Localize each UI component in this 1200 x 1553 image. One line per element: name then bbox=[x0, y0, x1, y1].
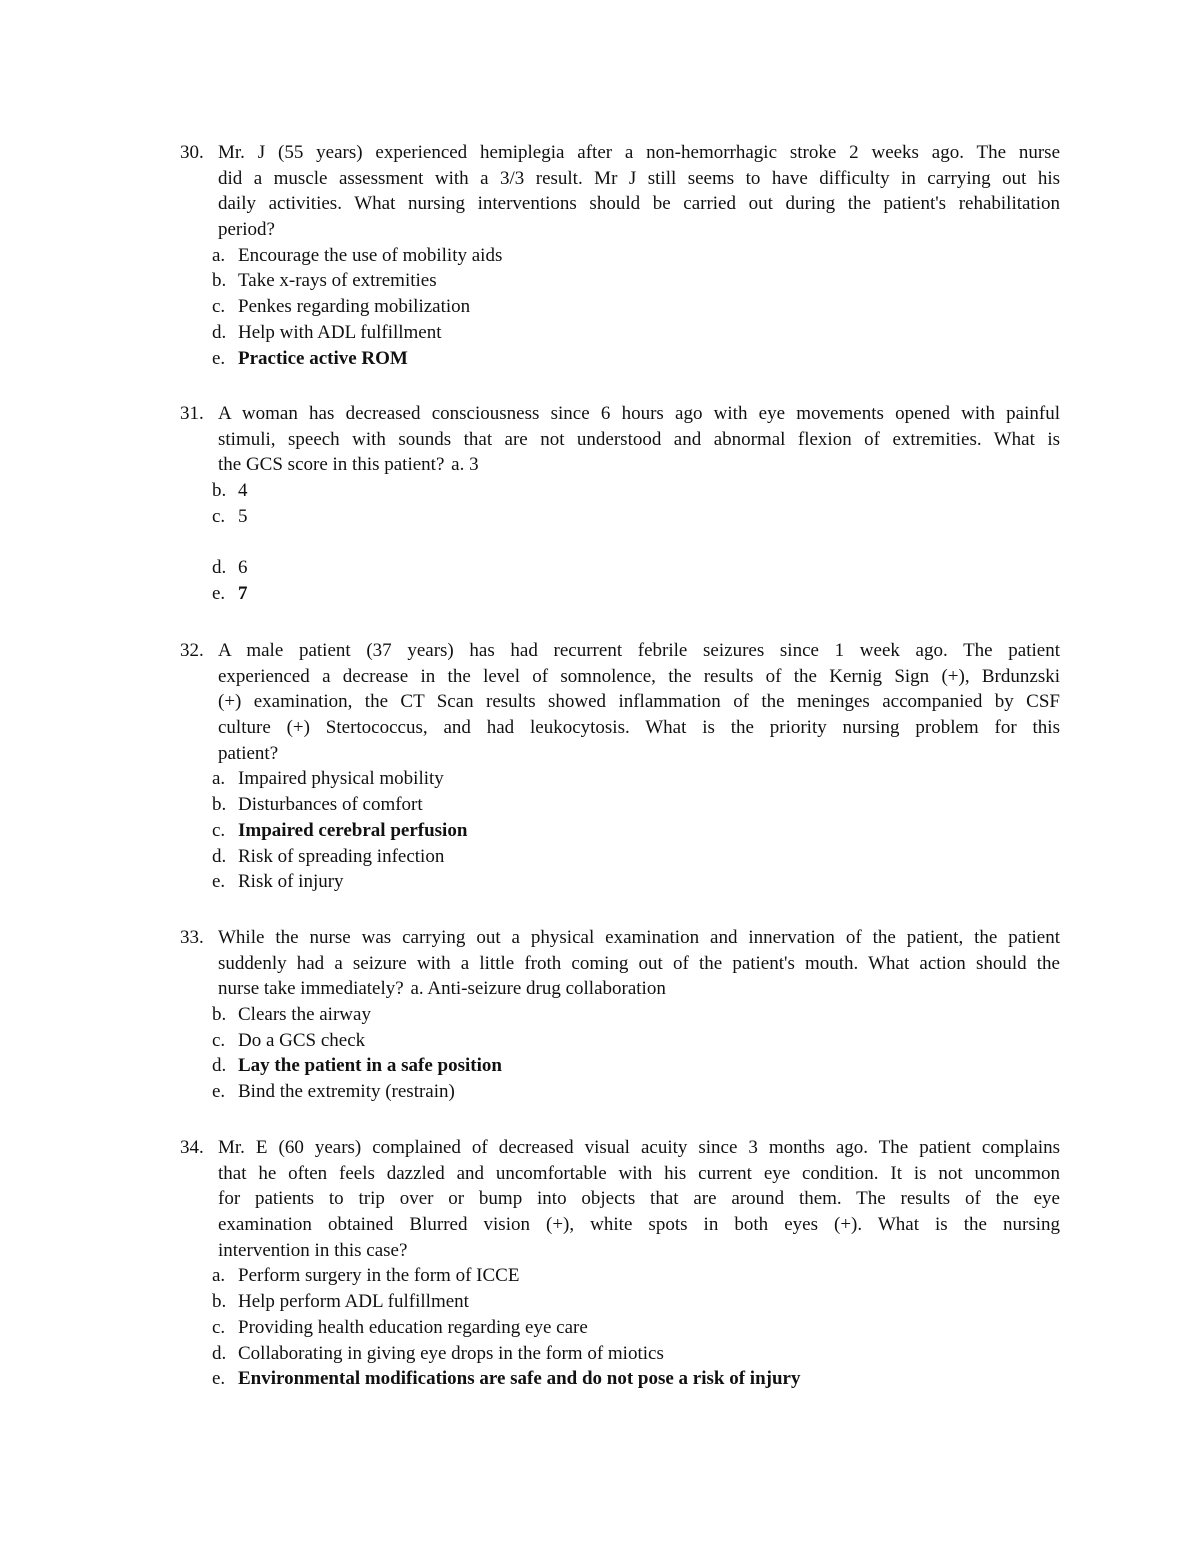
option-d[interactable] bbox=[180, 844, 1060, 870]
option-a[interactable] bbox=[410, 978, 665, 999]
question-line bbox=[180, 976, 1060, 1002]
option-text: Help perform ADL fulfillment bbox=[238, 1291, 469, 1313]
question-34 bbox=[180, 1135, 1060, 1392]
option-text: Take x-rays of extremities bbox=[238, 270, 437, 292]
option-c[interactable] bbox=[180, 294, 1060, 320]
option-letter: b. bbox=[212, 1004, 227, 1026]
question-line bbox=[180, 1238, 1060, 1264]
option-letter: a. bbox=[451, 454, 465, 476]
option-e-answer[interactable] bbox=[180, 346, 1060, 372]
question-number: 32. bbox=[180, 640, 204, 661]
question-text: examination obtained Blurred vision (+), white spots in both eyes (+). What is the nursing bbox=[218, 1214, 1060, 1236]
question-text: that he often feels dazzled and uncomfortable with his current eye condition. It is not uncommon bbox=[218, 1162, 1060, 1184]
question-number: 30. bbox=[180, 142, 204, 163]
spacer bbox=[180, 529, 1060, 555]
option-text: 4 bbox=[238, 480, 248, 502]
option-letter: b. bbox=[212, 480, 227, 502]
question-line bbox=[180, 689, 1060, 715]
option-letter: b. bbox=[212, 270, 227, 292]
option-text: Risk of injury bbox=[238, 871, 344, 893]
option-letter: d. bbox=[212, 1055, 227, 1077]
option-e-answer[interactable] bbox=[180, 581, 1060, 607]
option-letter: d. bbox=[212, 321, 227, 343]
option-letter: d. bbox=[212, 845, 227, 867]
question-text: suddenly had a seizure with a little froth coming out of the patient's mouth. What action should the bbox=[218, 952, 1060, 974]
question-line bbox=[180, 925, 1060, 951]
question-line bbox=[180, 452, 1060, 478]
question-number: 34. bbox=[180, 1137, 204, 1158]
option-letter: e. bbox=[212, 1368, 226, 1390]
question-text-with-inline-option bbox=[218, 976, 1060, 1002]
option-a[interactable] bbox=[180, 243, 1060, 269]
question-line bbox=[180, 1212, 1060, 1238]
question-line bbox=[180, 715, 1060, 741]
option-text: Collaborating in giving eye drops in the form of miotics bbox=[238, 1342, 664, 1364]
option-letter: d. bbox=[212, 557, 227, 579]
option-letter: b. bbox=[212, 794, 227, 816]
question-text: A male patient (37 years) has had recurrent febrile seizures since 1 week ago. The patient bbox=[218, 640, 1060, 661]
question-number: 33. bbox=[180, 927, 204, 948]
option-letter: e. bbox=[212, 583, 226, 605]
option-text: Clears the airway bbox=[238, 1004, 371, 1026]
question-text: daily activities. What nursing interventions should be carried out during the patient's rehabilitation bbox=[218, 193, 1060, 215]
question-line bbox=[180, 217, 1060, 243]
option-text: 5 bbox=[238, 505, 248, 527]
question-text-with-inline-option bbox=[218, 452, 1060, 478]
option-b[interactable] bbox=[180, 1289, 1060, 1315]
option-text: Perform surgery in the form of ICCE bbox=[238, 1265, 520, 1287]
question-32 bbox=[180, 638, 1060, 895]
option-text: Impaired physical mobility bbox=[238, 768, 444, 790]
question-31 bbox=[180, 401, 1060, 607]
option-text: Disturbances of comfort bbox=[238, 794, 423, 816]
option-c[interactable] bbox=[180, 504, 1060, 530]
question-text: (+) examination, the CT Scan results showed inflammation of the meninges accompanied by CSF bbox=[218, 691, 1060, 713]
question-line bbox=[180, 140, 1060, 166]
option-d-answer[interactable] bbox=[180, 1053, 1060, 1079]
option-letter: c. bbox=[212, 1029, 226, 1051]
option-letter: d. bbox=[212, 1342, 227, 1364]
question-line bbox=[180, 401, 1060, 427]
option-a[interactable] bbox=[180, 1263, 1060, 1289]
question-line bbox=[180, 664, 1060, 690]
option-letter: c. bbox=[212, 819, 226, 841]
option-b[interactable] bbox=[180, 268, 1060, 294]
option-b[interactable] bbox=[180, 1002, 1060, 1028]
option-e-answer[interactable] bbox=[180, 1366, 1060, 1392]
option-d[interactable] bbox=[180, 555, 1060, 581]
question-line bbox=[180, 427, 1060, 453]
option-text: Do a GCS check bbox=[238, 1029, 366, 1051]
question-text: intervention in this case? bbox=[218, 1239, 408, 1261]
option-text: Risk of spreading infection bbox=[238, 845, 445, 867]
option-letter: b. bbox=[212, 1291, 227, 1313]
option-b[interactable] bbox=[180, 792, 1060, 818]
question-line bbox=[180, 191, 1060, 217]
option-text: 6 bbox=[238, 557, 248, 579]
option-text: Providing health education regarding eye care bbox=[238, 1316, 588, 1338]
question-33 bbox=[180, 925, 1060, 1105]
option-b[interactable] bbox=[180, 478, 1060, 504]
option-a[interactable] bbox=[451, 454, 478, 475]
question-text: Mr. J (55 years) experienced hemiplegia after a non-hemorrhagic stroke 2 weeks ago. The nurse bbox=[218, 142, 1060, 163]
question-line bbox=[180, 1186, 1060, 1212]
option-c-answer[interactable] bbox=[180, 818, 1060, 844]
question-text: A woman has decreased consciousness since 6 hours ago with eye movements opened with painful bbox=[218, 403, 1060, 424]
option-letter: c. bbox=[212, 505, 226, 527]
option-text-bold: 7 bbox=[238, 583, 248, 605]
option-e[interactable] bbox=[180, 1079, 1060, 1105]
option-text: 3 bbox=[469, 454, 479, 476]
option-letter: e. bbox=[212, 1081, 226, 1103]
option-letter: a. bbox=[212, 768, 226, 790]
question-number: 31. bbox=[180, 403, 204, 424]
question-text: nurse take immediately? bbox=[218, 978, 404, 1000]
option-letter: e. bbox=[212, 347, 226, 369]
option-d[interactable] bbox=[180, 1341, 1060, 1367]
question-text: experienced a decrease in the level of somnolence, the results of the Kernig Sign (+), Brdunzski bbox=[218, 665, 1060, 687]
question-line bbox=[180, 741, 1060, 767]
question-line bbox=[180, 166, 1060, 192]
option-letter: e. bbox=[212, 871, 226, 893]
option-text-bold: Impaired cerebral perfusion bbox=[238, 819, 468, 841]
question-text: for patients to trip over or bump into objects that are around them. The results of the eye bbox=[218, 1188, 1060, 1210]
option-text: Encourage the use of mobility aids bbox=[238, 244, 503, 266]
option-text: Help with ADL fulfillment bbox=[238, 321, 442, 343]
question-text: patient? bbox=[218, 742, 279, 764]
option-a[interactable] bbox=[180, 766, 1060, 792]
option-text-bold: Lay the patient in a safe position bbox=[238, 1055, 502, 1077]
option-c[interactable] bbox=[180, 1315, 1060, 1341]
question-text: While the nurse was carrying out a physical examination and innervation of the patient, the patient bbox=[218, 927, 1060, 948]
question-30 bbox=[180, 140, 1060, 371]
question-text: the GCS score in this patient? bbox=[218, 454, 445, 476]
option-text-bold: Practice active ROM bbox=[238, 347, 408, 369]
option-d[interactable] bbox=[180, 320, 1060, 346]
option-text: Penkes regarding mobilization bbox=[238, 296, 471, 318]
option-e[interactable] bbox=[180, 869, 1060, 895]
question-line bbox=[180, 638, 1060, 664]
question-text: Mr. E (60 years) complained of decreased visual acuity since 3 months ago. The patient complains bbox=[218, 1137, 1060, 1158]
question-line bbox=[180, 1161, 1060, 1187]
option-letter: a. bbox=[410, 978, 424, 1000]
option-text-bold: Environmental modifications are safe and do not pose a risk of injury bbox=[238, 1368, 801, 1390]
option-text: Anti-seizure drug collaboration bbox=[427, 978, 666, 1000]
question-line bbox=[180, 951, 1060, 977]
question-text: period? bbox=[218, 219, 275, 241]
question-line bbox=[180, 1135, 1060, 1161]
option-text: Bind the extremity (restrain) bbox=[238, 1081, 455, 1103]
option-letter: c. bbox=[212, 296, 226, 318]
question-text: culture (+) Stertococcus, and had leukocytosis. What is the priority nursing problem for this bbox=[218, 717, 1060, 739]
option-c[interactable] bbox=[180, 1028, 1060, 1054]
question-text: did a muscle assessment with a 3/3 result. Mr J still seems to have difficulty in carrying out his bbox=[218, 167, 1060, 189]
option-letter: a. bbox=[212, 1265, 226, 1287]
option-letter: a. bbox=[212, 244, 226, 266]
option-letter: c. bbox=[212, 1316, 226, 1338]
question-text: stimuli, speech with sounds that are not understood and abnormal flexion of extremities. What is bbox=[218, 428, 1060, 450]
